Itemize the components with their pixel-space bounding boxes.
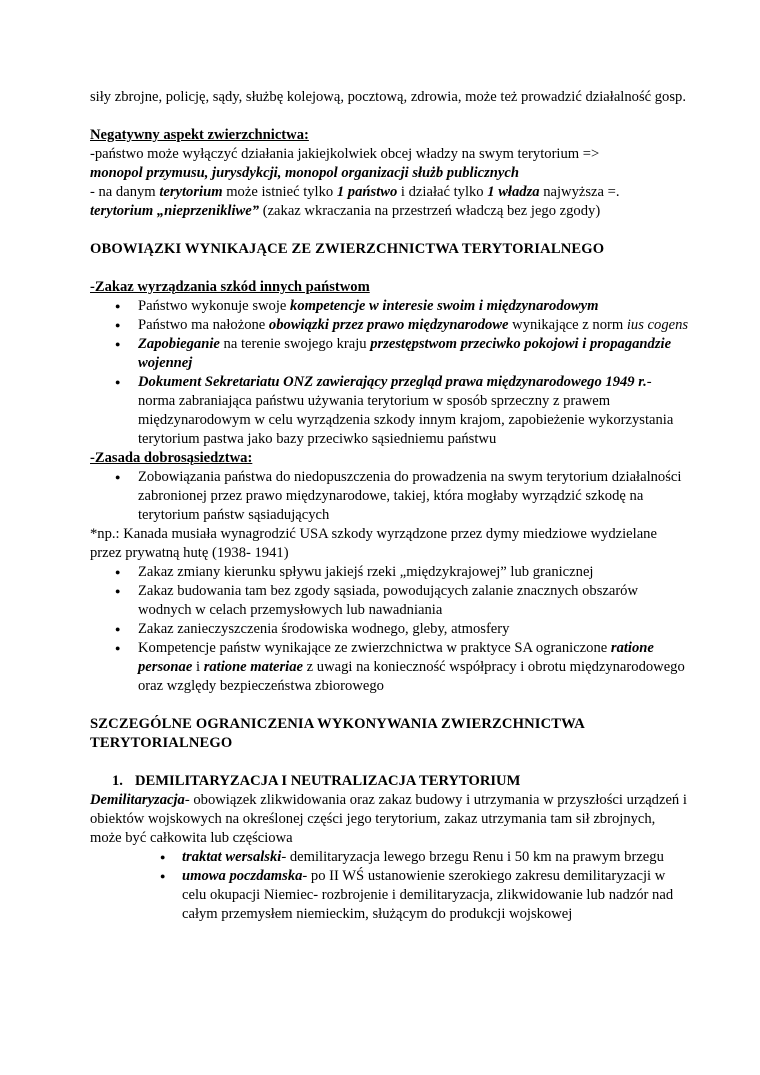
list-item: ● Zakaz zmiany kierunku spływu jakiejś rzeki „międzykrajowej” lub granicznej bbox=[90, 563, 690, 582]
subsection-title: DEMILITARYZACJA I NEUTRALIZACJA TERYTORIUM bbox=[135, 773, 521, 789]
negative-aspect-heading: Negatywny aspekt zwierzchnictwa: bbox=[90, 127, 309, 143]
negative-line-1: -państwo może wyłączyć działania jakiejkolwiek obcej władzy na swym terytorium => bbox=[90, 146, 600, 162]
zakaz-heading: -Zakaz wyrządzania szkód innych państwom bbox=[90, 279, 370, 295]
subsection-number: 1. bbox=[112, 773, 123, 789]
list-item: ● Zobowiązania państwa do niedopuszczenia do prowadzenia na swym terytorium działalności zabronionej przez prawo międzynarodowe, takiej, która mogłaby wyrządzić szkodę na terytorium państw sąsiadujących bbox=[90, 468, 690, 525]
sasiedztwo-list-cont bbox=[90, 563, 690, 696]
example-note: *np.: Kanada musiała wynagrodzić USA szkody wyrządzone przez dymy miedziowe wydzielane przez prywatną hutę (1938- 1941) bbox=[90, 526, 657, 561]
list-item: ● Zakaz budowania tam bez zgody sąsiada, powodujących zalanie znacznych obszarów wodnych w celach przemysłowych lub nawadniania bbox=[90, 582, 690, 620]
document-page bbox=[90, 88, 690, 924]
negative-line-3: - na danym terytorium może istnieć tylko 1 państwo i działać tylko 1 władza najwyższa =. bbox=[90, 184, 620, 200]
demilitaryzacja-paragraph: Demilitaryzacja- obowiązek zlikwidowania oraz zakaz budowy i utrzymania w przyszłości urządzeń i obiektów wojskowych na określonej części jego terytorium, zakaz utrzymania tam sił zbrojnych, może być całkowita lub częściowa bbox=[90, 792, 687, 846]
duties-heading: OBOWIĄZKI WYNIKAJĄCE ZE ZWIERZCHNICTWA TERYTORIALNEGO bbox=[90, 241, 605, 257]
negative-line-2: monopol przymusu, jurysdykcji, monopol organizacji służb publicznych bbox=[90, 165, 519, 181]
list-item: ● traktat wersalski- demilitaryzacja lewego brzegu Renu i 50 km na prawym brzegu bbox=[90, 848, 690, 867]
intro-paragraph: siły zbrojne, policję, sądy, służbę kolejową, pocztową, zdrowia, może też prowadzić działalność gosp. bbox=[90, 89, 686, 105]
special-heading: SZCZEGÓLNE OGRANICZENIA WYKONYWANIA ZWIERZCHNICTWA TERYTORIALNEGO bbox=[90, 716, 585, 751]
sasiedztwo-list bbox=[90, 468, 690, 525]
treaty-list bbox=[90, 848, 690, 924]
negative-line-4: terytorium „nieprzenikliwe” (zakaz wkraczania na przestrzeń władczą bez jego zgody) bbox=[90, 203, 601, 219]
list-item: ● Dokument Sekretariatu ONZ zawierający przegląd prawa międzynarodowego 1949 r.- norma zabraniająca państwu używania terytorium w sposób sprzeczny z prawem międzynarodowym w celu wyrządzenia szkody innym krajom, zapobieżenie wykorzystania terytorium pastwa jako bazy przeciwko sąsiedniemu państwu bbox=[90, 373, 690, 449]
list-item: ● umowa poczdamska- po II WŚ ustanowienie szerokiego zakresu demilitaryzacji w celu okupacji Niemiec- rozbrojenie i demilitaryzacja, zlikwidowanie lub nadzór nad całym przemysłem niemieckim, służącym do produkcji wojskowej bbox=[90, 867, 690, 924]
list-item: ● Państwo wykonuje swoje kompetencje w interesie swoim i międzynarodowym bbox=[90, 297, 690, 316]
subsection-heading bbox=[90, 772, 690, 791]
list-item: ● Kompetencje państw wynikające ze zwierzchnictwa w praktyce SA ograniczone ratione personae i ratione materiae z uwagi na konieczność współpracy i obrotu międzynarodowego oraz względy bezpieczeństwa zbiorowego bbox=[90, 639, 690, 696]
list-item: ● Zakaz zanieczyszczenia środowiska wodnego, gleby, atmosfery bbox=[90, 620, 690, 639]
list-item: ● Państwo ma nałożone obowiązki przez prawo międzynarodowe wynikające z norm ius cogens bbox=[90, 316, 690, 335]
sasiedztwo-heading: -Zasada dobrosąsiedztwa: bbox=[90, 450, 253, 466]
list-item: ● Zapobieganie na terenie swojego kraju przestępstwom przeciwko pokojowi i propagandzie wojennej bbox=[90, 335, 690, 373]
zakaz-list bbox=[90, 297, 690, 449]
